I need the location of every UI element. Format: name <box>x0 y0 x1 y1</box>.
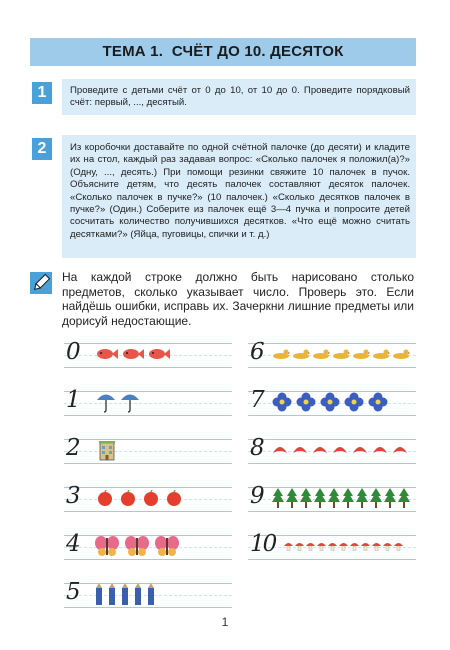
tree-icon <box>384 487 396 509</box>
mushroom-icon <box>350 541 359 551</box>
tree-icon <box>300 487 312 509</box>
row-7 <box>248 387 416 415</box>
pencil-item-icon <box>148 583 154 605</box>
leaf-icon <box>312 445 328 455</box>
mushroom-icon <box>328 541 337 551</box>
mushroom-icon <box>295 541 304 551</box>
duck-icon <box>272 349 290 359</box>
mushroom-icon <box>339 541 348 551</box>
task-box-1 <box>62 79 416 115</box>
butterfly-icon <box>154 535 180 557</box>
digit-1: 1 <box>66 387 81 413</box>
apple-row <box>96 487 183 509</box>
tree-icon <box>370 487 382 509</box>
task-text-3: На каждой строке должно быть нарисовано столько предметов, сколько указывает число. Проверь это. Если найдёшь ошибки, исправь их. Зачеркни лишние предметы или дорисуй недостающие. <box>62 270 414 328</box>
task-box-2 <box>62 135 416 258</box>
leaf-icon <box>292 445 308 455</box>
mushroom-icon <box>394 541 403 551</box>
duck-row <box>272 343 410 365</box>
task-number-1: 1 <box>32 82 52 104</box>
butterfly-icon <box>124 535 150 557</box>
duck-icon <box>372 349 390 359</box>
duck-icon <box>392 349 410 359</box>
butterfly-icon <box>94 535 120 557</box>
task-text-2: Из коробочки доставайте по одной счётной палочке (до десяти) и кладите их на стол, каждый раз задавая вопрос: «Сколько палочек я положил(а)?» (Одну, ..., десять.) При помощи резинки свяжите 10 палочек в пучок. Объясните детям, что десять палочек составляют десяток палочек. «Сколько палочек в пучке?» (10 палочек.) «Сколько десятков палочек в пучке?» (Один.) Соберите из палочек ещё 3—4 пучка и попросите детей сосчитать количество получившихся десятков. «Что ещё можно считать десятками?» (Яйца, пуговицы, спички и т. д.) <box>70 142 410 240</box>
mushroom-row <box>284 535 403 557</box>
digit-9: 9 <box>250 483 265 509</box>
house-row <box>98 439 116 461</box>
duck-icon <box>352 349 370 359</box>
umbrella-icon <box>120 391 140 413</box>
digit-2: 2 <box>66 435 81 461</box>
apple-icon <box>142 490 160 506</box>
mushroom-icon <box>306 541 315 551</box>
mushroom-icon <box>317 541 326 551</box>
pencil-item-icon <box>135 583 141 605</box>
row-10 <box>248 531 416 559</box>
digit-5: 5 <box>66 579 81 605</box>
row-1 <box>64 387 232 415</box>
pencil-item-icon <box>96 583 102 605</box>
pencil-item-icon <box>109 583 115 605</box>
leaf-row <box>272 439 408 461</box>
row-2 <box>64 435 232 463</box>
digit-3: 3 <box>66 483 81 509</box>
pencil-icon <box>30 272 50 292</box>
leaf-icon <box>272 445 288 455</box>
digit-4: 4 <box>66 531 81 557</box>
mushroom-icon <box>361 541 370 551</box>
mushroom-icon <box>372 541 381 551</box>
tree-row <box>272 487 410 509</box>
page-number: 1 <box>221 615 229 629</box>
flower-row <box>272 391 388 413</box>
task-number-2: 2 <box>32 138 52 160</box>
butterfly-row <box>94 535 180 557</box>
leaf-icon <box>332 445 348 455</box>
row-8 <box>248 435 416 463</box>
row-9 <box>248 483 416 511</box>
row-3 <box>64 483 232 511</box>
topic-title <box>30 38 416 66</box>
mushroom-icon <box>383 541 392 551</box>
row-0 <box>64 339 232 367</box>
tree-icon <box>342 487 354 509</box>
flower-icon <box>368 392 388 412</box>
digit-10: 10 <box>250 531 276 557</box>
tree-icon <box>272 487 284 509</box>
fish-icon <box>122 348 144 360</box>
row-4 <box>64 531 232 559</box>
fish-icon <box>148 348 170 360</box>
tree-icon <box>314 487 326 509</box>
task-text-1: Проведите с детьми счёт от 0 до 10, от 10 до 0. Проведите порядковый счёт: первый, ..., десятый. <box>70 85 410 109</box>
leaf-icon <box>372 445 388 455</box>
row-6 <box>248 339 416 367</box>
apple-icon <box>96 490 114 506</box>
flower-icon <box>296 392 316 412</box>
umbrella-icon <box>96 391 116 413</box>
digit-6: 6 <box>250 339 265 365</box>
tree-icon <box>286 487 298 509</box>
row-5 <box>64 579 232 607</box>
digit-7: 7 <box>250 387 265 413</box>
leaf-icon <box>352 445 368 455</box>
flower-icon <box>344 392 364 412</box>
mushroom-icon <box>284 541 293 551</box>
topic-name: СЧЁТ ДО 10. ДЕСЯТОК <box>171 43 344 60</box>
leaf-icon <box>392 445 408 455</box>
fish-icon <box>96 348 118 360</box>
topic-banner <box>30 38 416 66</box>
tree-icon <box>398 487 410 509</box>
topic-label: ТЕМА 1. <box>102 43 164 60</box>
umbrella-row <box>96 391 140 413</box>
tree-icon <box>356 487 368 509</box>
fish-row <box>96 343 170 365</box>
flower-icon <box>320 392 340 412</box>
pencil-item-icon <box>122 583 128 605</box>
tree-icon <box>328 487 340 509</box>
house-icon <box>98 439 116 461</box>
apple-icon <box>165 490 183 506</box>
duck-icon <box>312 349 330 359</box>
duck-icon <box>332 349 350 359</box>
digit-8: 8 <box>250 435 265 461</box>
flower-icon <box>272 392 292 412</box>
apple-icon <box>119 490 137 506</box>
pencil-row <box>96 583 154 605</box>
digit-0: 0 <box>66 339 81 365</box>
duck-icon <box>292 349 310 359</box>
